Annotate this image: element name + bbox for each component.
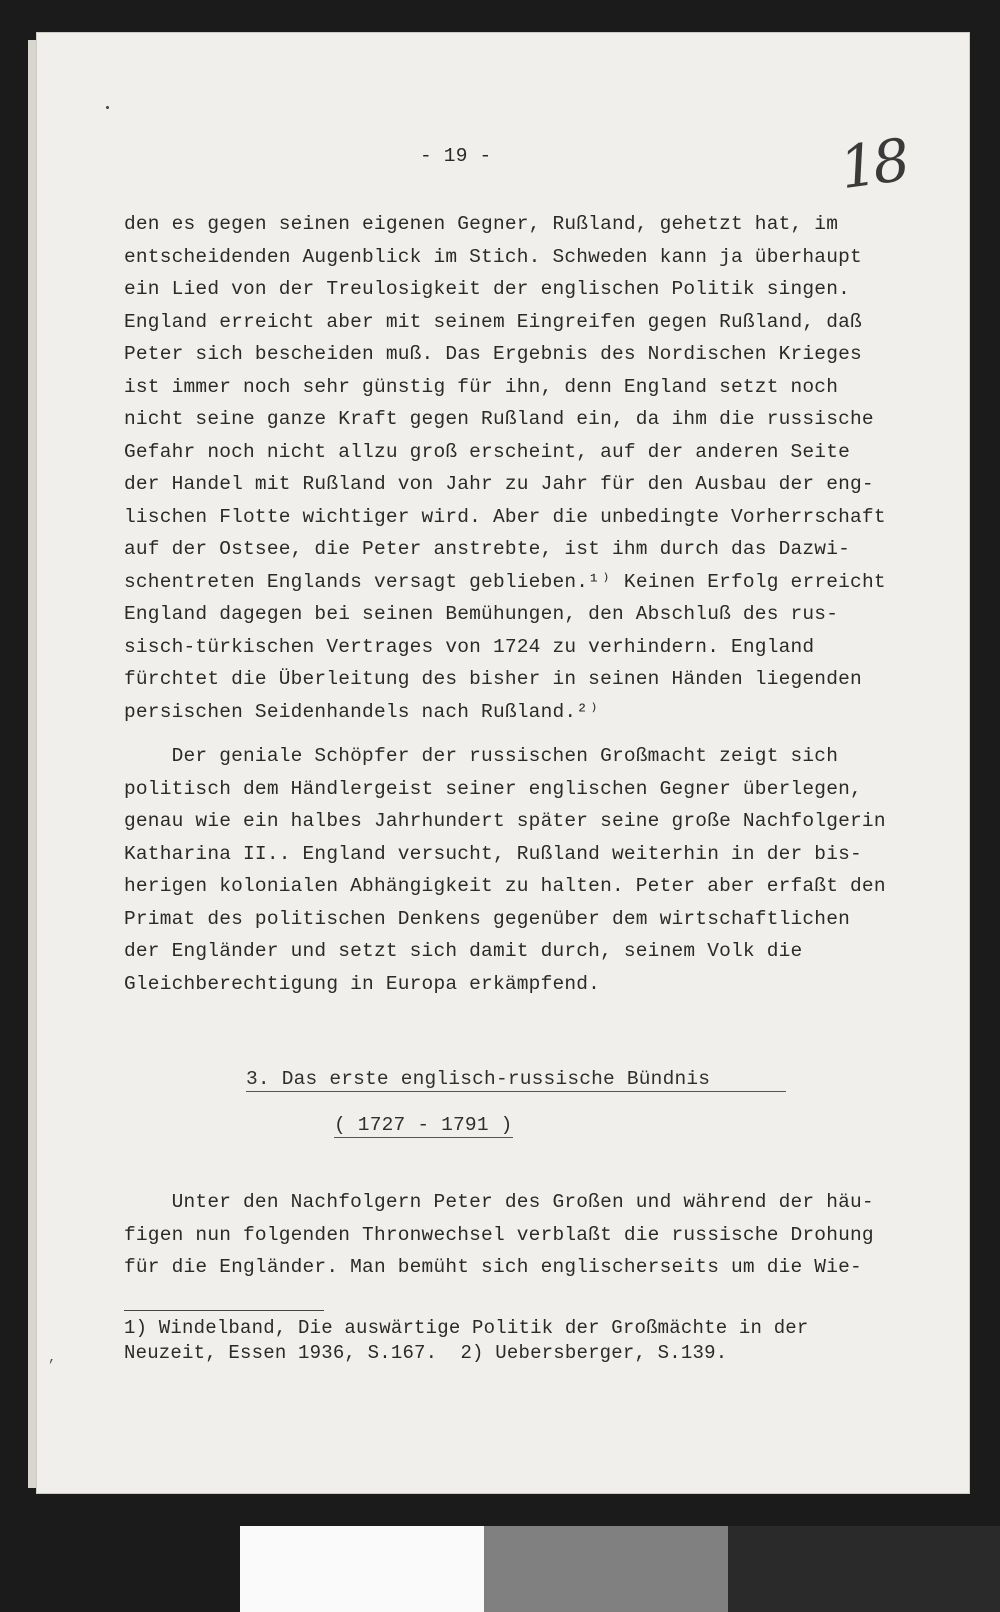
sheet-edge (28, 40, 36, 1488)
section-years: ( 1727 - 1791 ) (334, 1114, 513, 1136)
footnotes: 1) Windelband, Die auswärtige Politik der Großmächte in der Neuzeit, Essen 1936, S.167. 2) Uebersberger, S.139. (124, 1317, 809, 1364)
section-heading: 3. Das erste englisch-russische Bündnis (246, 1068, 786, 1092)
page-number: - 19 - (420, 145, 492, 167)
body-paragraph-1: den es gegen seinen eigenen Gegner, Rußland, gehetzt hat, im entscheidenden Augenblick im Stich. Schweden kann ja überhaupt ein Lied von der Treulosigkeit der englischen Politik singen. England erreicht aber mit seinem Eingreifen gegen Rußland, daß Peter sich bescheiden muß. Das Ergebnis des Nordischen Krieges ist immer noch sehr günstig für ihn, denn England setzt noch nicht seine ganze Kraft gegen Rußland ein, da ihm die russische Gefahr noch nicht allzu groß erscheint, auf der anderen Seite der Handel mit Rußland von Jahr zu Jahr für den Ausbau der eng- lischen Flotte wichtiger wird. Aber die unbedingte Vorherrschaft auf der Ostsee, die Peter anstrebte, ist ihm durch das Dazwi- schentreten Englands versagt geblieben.¹⁾ Keinen Erfolg erreicht England dagegen bei seinen Bemühungen, den Abschluß des rus- sisch-türkischen Vertrages von 1724 zu verhindern. England fürchtet die Überleitung des bisher in seinen Händen liegenden persischen Seidenhandels nach Rußland.²⁾ (124, 213, 886, 723)
footnote-divider (124, 1310, 324, 1311)
body-paragraph-3: Unter den Nachfolgern Peter des Großen und während der häu- figen nun folgenden Thronwechsel verblaßt die russische Drohung für die Engländer. Man bemüht sich englischerseits um die Wie- (124, 1191, 874, 1278)
calibration-bar-white (240, 1526, 484, 1612)
margin-tick-mark: , (48, 1350, 57, 1366)
body-paragraph-2: Der geniale Schöpfer der russischen Großmacht zeigt sich politisch dem Händlergeist seiner englischen Gegner überlegen, genau wie ein halbes Jahrhundert später seine große Nachfolgerin Katharina II.. England versucht, Rußland weiterhin in der bis- herigen kolonialen Abhängigkeit zu halten. Peter aber erfaßt den Primat des politischen Denkens gegenüber dem wirtschaftlichen der Engländer und setzt sich damit durch, seinem Volk die Gleichberechtigung in Europa erkämpfend. (124, 745, 886, 995)
ink-dot (106, 106, 109, 109)
calibration-bar-dark (728, 1526, 1000, 1612)
handwritten-page-number: 18 (835, 125, 911, 203)
calibration-bar-gray (484, 1526, 728, 1612)
